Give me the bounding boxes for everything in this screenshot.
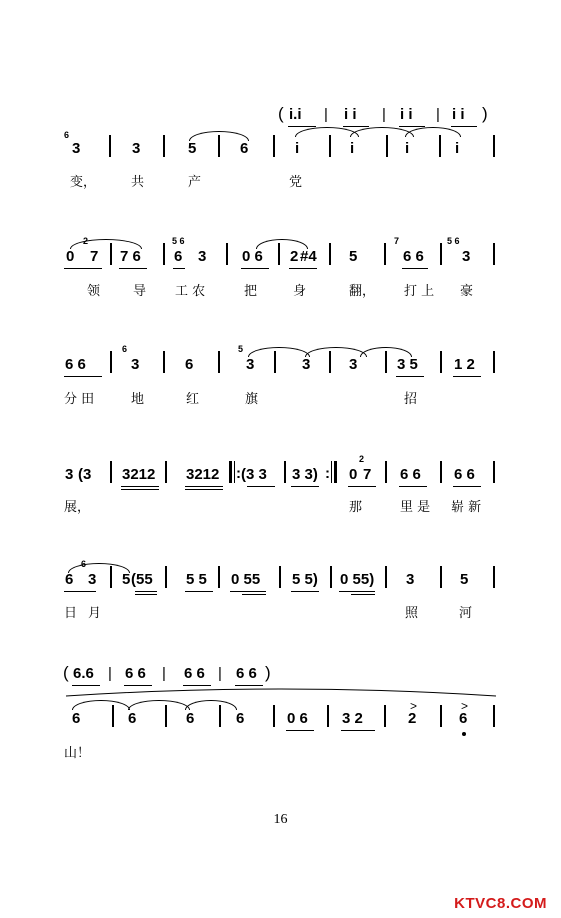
lyric: 河	[459, 606, 473, 621]
barline	[165, 566, 167, 588]
note: 6 6	[400, 466, 421, 483]
note-underline	[230, 591, 266, 592]
barline	[327, 705, 329, 727]
lead-note: 6 6	[236, 665, 257, 682]
lyric: 照	[405, 606, 419, 621]
grace-note: 6	[64, 130, 70, 140]
lead-bar: |	[382, 106, 386, 123]
note: 0	[66, 248, 75, 265]
barline	[163, 351, 165, 373]
lower-octave-dot	[462, 732, 466, 736]
note-underline	[242, 594, 266, 595]
note: i	[295, 140, 300, 157]
lyric: 分 田	[64, 392, 95, 407]
note-underline	[291, 486, 319, 487]
slur	[305, 347, 367, 357]
note: 3 3)	[292, 466, 318, 483]
lead-note: i i	[452, 106, 465, 123]
note: 3	[349, 356, 358, 373]
barline	[493, 135, 495, 157]
barline	[165, 705, 167, 727]
barline	[112, 705, 114, 727]
note: 3	[246, 356, 255, 373]
barline	[440, 705, 442, 727]
barline	[493, 351, 495, 373]
note: 6	[174, 248, 183, 265]
lyric: 产	[188, 175, 202, 190]
note: 5	[188, 140, 197, 157]
repeat-end-barline	[334, 461, 337, 483]
barline	[110, 243, 112, 265]
barline	[329, 243, 331, 265]
note-underline	[135, 594, 157, 595]
repeat-start-barline	[234, 461, 235, 483]
slur	[405, 127, 461, 137]
lyric: 身	[293, 284, 307, 299]
barline	[274, 351, 276, 373]
barline	[386, 135, 388, 157]
note-underline	[64, 268, 102, 269]
lead-underline	[288, 126, 316, 127]
note: 5	[122, 571, 131, 588]
note-underline	[173, 268, 185, 269]
note: 2	[290, 248, 299, 265]
barline	[273, 135, 275, 157]
barline	[284, 461, 286, 483]
note: 7	[363, 466, 372, 483]
note: 0 6	[287, 710, 308, 727]
lyric: 日	[64, 606, 78, 621]
lyric: 工 农	[175, 284, 206, 299]
note: 0 55)	[340, 571, 375, 588]
lyric: 党	[289, 175, 303, 190]
lyric: 旗	[245, 392, 259, 407]
note: 0 55	[231, 571, 261, 588]
barline	[219, 705, 221, 727]
note-underline	[185, 486, 223, 487]
note-underline	[399, 486, 427, 487]
lead-bar: |	[162, 665, 166, 682]
barline	[279, 566, 281, 588]
barline	[385, 351, 387, 373]
grace-note: 5 6	[447, 236, 460, 246]
note-underline	[64, 591, 96, 592]
note-underline	[185, 489, 223, 490]
note-underline	[119, 268, 147, 269]
note-underline	[185, 591, 213, 592]
lyric: 月	[88, 606, 102, 621]
lyric: 山！	[64, 746, 91, 761]
barline	[278, 243, 280, 265]
note-underline	[241, 268, 269, 269]
lead-note: i.i	[289, 106, 302, 123]
note: i	[455, 140, 460, 157]
note: 6	[185, 356, 194, 373]
note: 6	[65, 571, 74, 588]
barline	[440, 351, 442, 373]
note: #4	[300, 248, 317, 265]
note: (3	[78, 466, 92, 483]
grace-note: 6	[81, 559, 87, 569]
note-underline	[348, 486, 376, 487]
lead-note: i i	[344, 106, 357, 123]
note: 5	[460, 571, 469, 588]
lyric: 那	[349, 500, 363, 515]
page-number: 16	[273, 812, 288, 827]
note: 3	[302, 356, 311, 373]
barline	[329, 135, 331, 157]
lyric: 红	[186, 392, 200, 407]
note: 1 2	[454, 356, 475, 373]
note: 6	[128, 710, 137, 727]
note-underline	[135, 591, 157, 592]
note: 7	[90, 248, 99, 265]
note: i	[405, 140, 410, 157]
note: 3	[132, 140, 141, 157]
note: 7 6	[120, 248, 141, 265]
note-underline	[453, 376, 481, 377]
lead-underline	[343, 126, 369, 127]
lyric: 豪	[460, 284, 474, 299]
note: i	[350, 140, 355, 157]
note-underline	[396, 376, 424, 377]
lead-paren-close: )	[482, 104, 488, 123]
note: 6	[459, 710, 468, 727]
barline	[440, 566, 442, 588]
note-underline	[247, 486, 275, 487]
repeat-dots: :	[236, 465, 241, 482]
note-underline	[64, 376, 102, 377]
note: 6 6	[65, 356, 86, 373]
lead-bar: |	[324, 106, 328, 123]
note-underline	[291, 591, 319, 592]
lead-underline	[451, 126, 477, 127]
barline	[218, 566, 220, 588]
note: 6	[72, 710, 81, 727]
barline	[163, 243, 165, 265]
barline	[385, 461, 387, 483]
grace-note: 6	[122, 344, 128, 354]
note-underline	[286, 730, 314, 731]
barline	[165, 461, 167, 483]
barline	[110, 351, 112, 373]
note: 3	[72, 140, 81, 157]
barline	[163, 135, 165, 157]
grace-note: 2	[83, 236, 89, 246]
lyric: 变，	[70, 175, 97, 190]
lead-note: 6 6	[125, 665, 146, 682]
note: 3 5	[397, 356, 418, 373]
barline	[493, 705, 495, 727]
barline	[330, 566, 332, 588]
note: 6 6	[403, 248, 424, 265]
grace-note: 5 6	[172, 236, 185, 246]
barline	[218, 135, 220, 157]
lead-note: i i	[400, 106, 413, 123]
accent-mark: >	[410, 699, 418, 713]
note: (55	[131, 571, 153, 588]
note-underline	[121, 486, 159, 487]
note: 0	[349, 466, 358, 483]
barline	[384, 243, 386, 265]
note: 6	[186, 710, 195, 727]
note: 3	[198, 248, 207, 265]
note: 3	[131, 356, 140, 373]
note: 6	[240, 140, 249, 157]
lyric: 把	[244, 284, 258, 299]
lead-paren-open: (	[63, 663, 69, 682]
barline	[273, 705, 275, 727]
barline	[440, 461, 442, 483]
barline	[110, 566, 112, 588]
note: 5	[349, 248, 358, 265]
note: 3	[406, 571, 415, 588]
lyric: 导	[133, 284, 147, 299]
note: 3212	[122, 466, 156, 483]
note: 2	[408, 710, 417, 727]
note: 5 5)	[292, 571, 318, 588]
note-underline	[339, 591, 375, 592]
grace-note: 7	[394, 236, 400, 246]
grace-note: 2	[359, 454, 365, 464]
lyric: 崭 新	[451, 500, 482, 515]
lead-note: 6 6	[184, 665, 205, 682]
note: 6 6	[454, 466, 475, 483]
lyric: 翻，	[349, 284, 376, 299]
lyric: 地	[131, 392, 145, 407]
lyric: 领	[87, 284, 101, 299]
note-underline	[121, 489, 159, 490]
barline	[384, 705, 386, 727]
lyric: 展，	[64, 500, 91, 515]
lead-bar: |	[436, 106, 440, 123]
lead-bar: |	[108, 665, 112, 682]
repeat-dots: :	[325, 465, 330, 482]
barline	[329, 351, 331, 373]
barline	[218, 351, 220, 373]
watermark: KTVC8.COM	[454, 895, 547, 912]
note: 3 2	[342, 710, 363, 727]
note-underline	[453, 486, 481, 487]
barline	[440, 243, 442, 265]
note-underline	[402, 268, 428, 269]
lead-paren-close: )	[265, 663, 271, 682]
note-underline	[289, 268, 317, 269]
note-underline	[351, 594, 375, 595]
accent-mark: >	[461, 699, 469, 713]
long-tie	[0, 662, 561, 722]
repeat-start-barline	[229, 461, 232, 483]
repeat-end-barline	[331, 461, 332, 483]
note: 3	[462, 248, 471, 265]
barline	[493, 243, 495, 265]
barline	[110, 461, 112, 483]
barline	[109, 135, 111, 157]
grace-note: 5	[238, 344, 244, 354]
lead-bar: |	[218, 665, 222, 682]
note: (3 3	[241, 466, 267, 483]
lead-note: 6.6	[73, 665, 94, 682]
lyric: 共	[131, 175, 145, 190]
lyric: 招	[404, 392, 418, 407]
note: 3	[65, 466, 74, 483]
note-underline	[341, 730, 375, 731]
slur	[68, 563, 130, 573]
barline	[226, 243, 228, 265]
note: 3212	[186, 466, 220, 483]
note: 0 6	[242, 248, 263, 265]
barline	[385, 566, 387, 588]
note: 5 5	[186, 571, 207, 588]
lead-paren-open: (	[278, 104, 284, 123]
barline	[439, 135, 441, 157]
barline	[493, 566, 495, 588]
slur	[248, 347, 310, 357]
lyric: 里 是	[400, 500, 431, 515]
note: 6	[236, 710, 245, 727]
note: 3	[88, 571, 97, 588]
barline	[493, 461, 495, 483]
lyric: 打 上	[404, 284, 435, 299]
